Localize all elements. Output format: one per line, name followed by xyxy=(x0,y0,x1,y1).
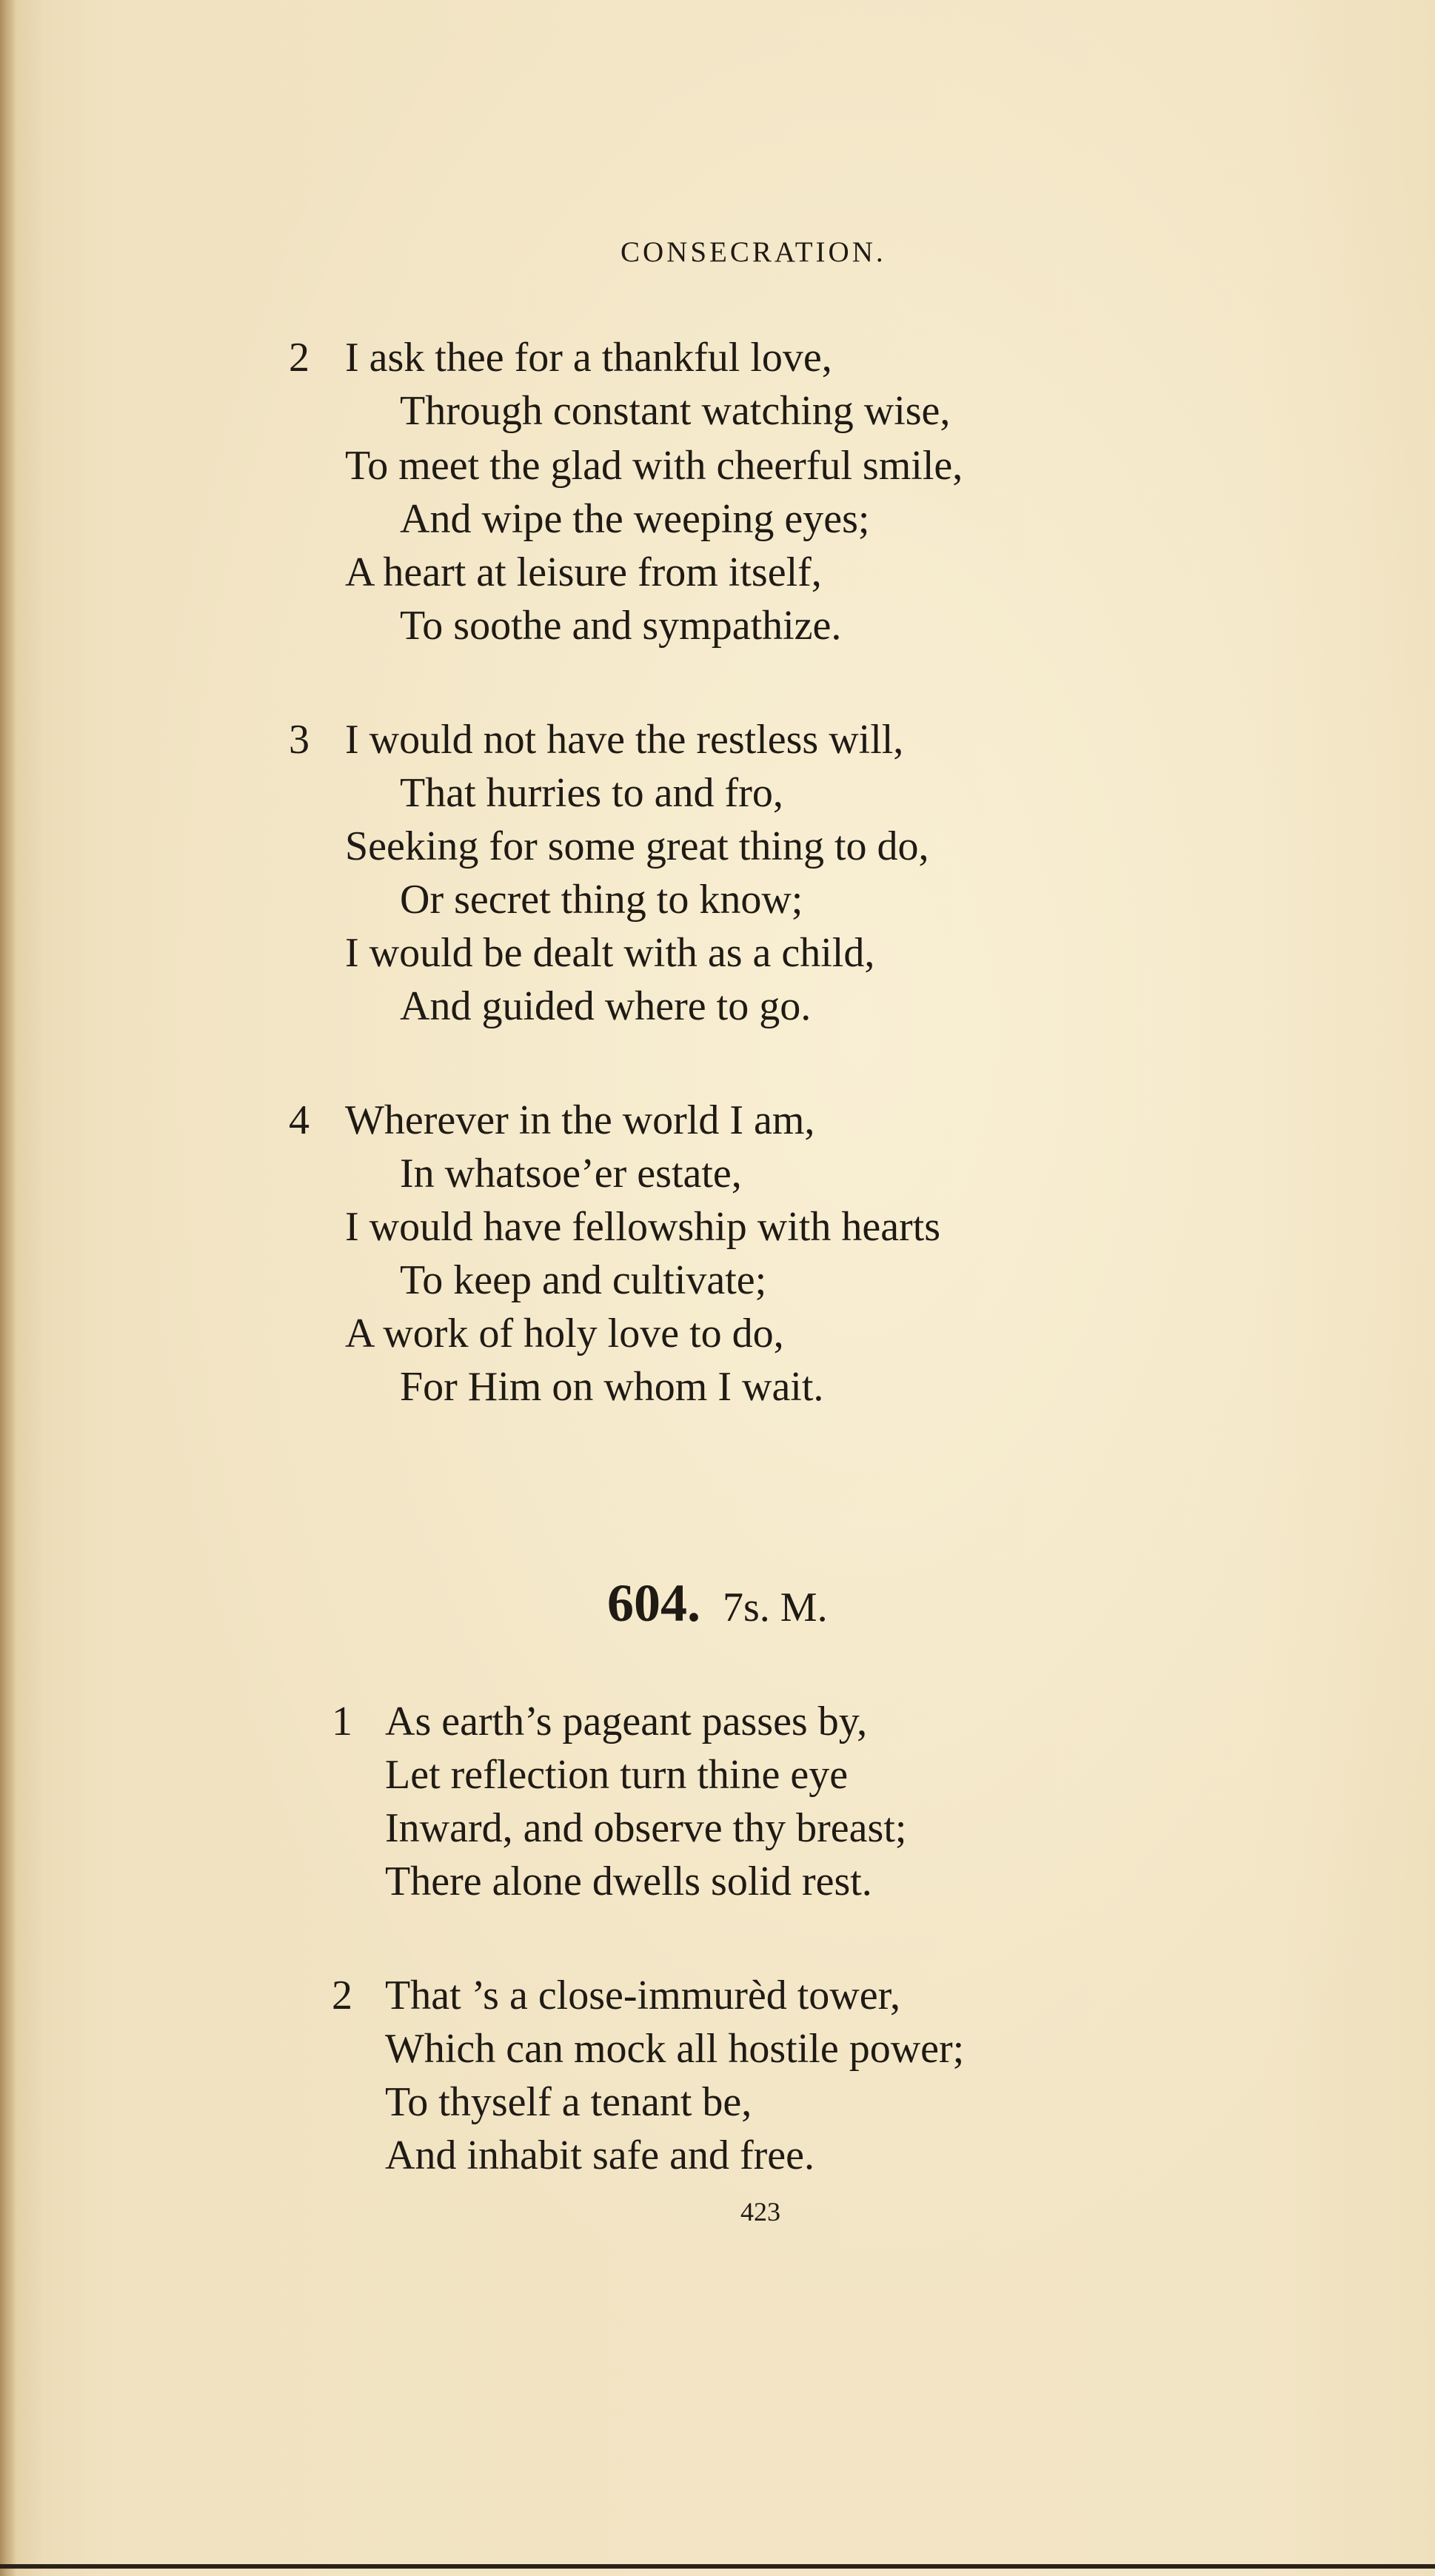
verse-line: To keep and cultivate; xyxy=(400,1257,767,1303)
stanza-number: 2 xyxy=(332,1973,352,2018)
stanza-number: 4 xyxy=(289,1097,310,1143)
running-head: CONSECRATION. xyxy=(621,236,886,268)
verse-line: To soothe and sympathize. xyxy=(400,603,842,649)
verse-line: For Him on whom I wait. xyxy=(400,1364,824,1410)
page-number: 423 xyxy=(740,2197,780,2227)
verse-line: And inhabit safe and free. xyxy=(385,2132,814,2178)
verse-line: Let reflection turn thine eye xyxy=(385,1752,849,1798)
verse-line: Wherever in the world I am, xyxy=(345,1097,815,1143)
verse-line: I would be dealt with as a child, xyxy=(345,930,875,976)
verse-line: And wipe the weeping eyes; xyxy=(400,496,870,542)
page-gutter-shadow xyxy=(0,0,16,2576)
verse-line: That hurries to and fro, xyxy=(400,770,783,816)
page-bottom-edge xyxy=(0,2564,1435,2569)
verse-line: And guided where to go. xyxy=(400,983,812,1029)
verse-line: I would not have the restless will, xyxy=(345,717,904,763)
verse-line: Inward, and observe thy breast; xyxy=(385,1805,907,1851)
stanza-number: 3 xyxy=(289,717,310,763)
verse-line: As earth’s pageant passes by, xyxy=(385,1699,868,1744)
verse-line: That ’s a close-immurèd tower, xyxy=(385,1973,900,2018)
verse-line: To meet the glad with cheerful smile, xyxy=(345,443,963,489)
verse-line: There alone dwells solid rest. xyxy=(385,1859,872,1904)
verse-line: Which can mock all hostile power; xyxy=(385,2026,965,2072)
verse-line: Through constant watching wise, xyxy=(400,388,951,434)
verse-line: To thyself a tenant be, xyxy=(385,2079,752,2125)
verse-line: I ask thee for a thankful love, xyxy=(345,335,832,381)
stanza-number: 2 xyxy=(289,335,310,381)
hymn-heading xyxy=(607,1573,828,1634)
verse-line: A heart at leisure from itself, xyxy=(345,549,822,595)
hymn-meter: 7s. M. xyxy=(723,1585,828,1630)
verse-line: Or secret thing to know; xyxy=(400,877,803,923)
stanza-number: 1 xyxy=(332,1699,352,1744)
verse-line: Seeking for some great thing to do, xyxy=(345,823,929,869)
hymn-number: 604. xyxy=(607,1573,700,1633)
verse-line: I would have fellowship with hearts xyxy=(345,1204,941,1250)
verse-line: A work of holy love to do, xyxy=(345,1311,784,1356)
verse-line: In whatsoe’er estate, xyxy=(400,1151,742,1197)
